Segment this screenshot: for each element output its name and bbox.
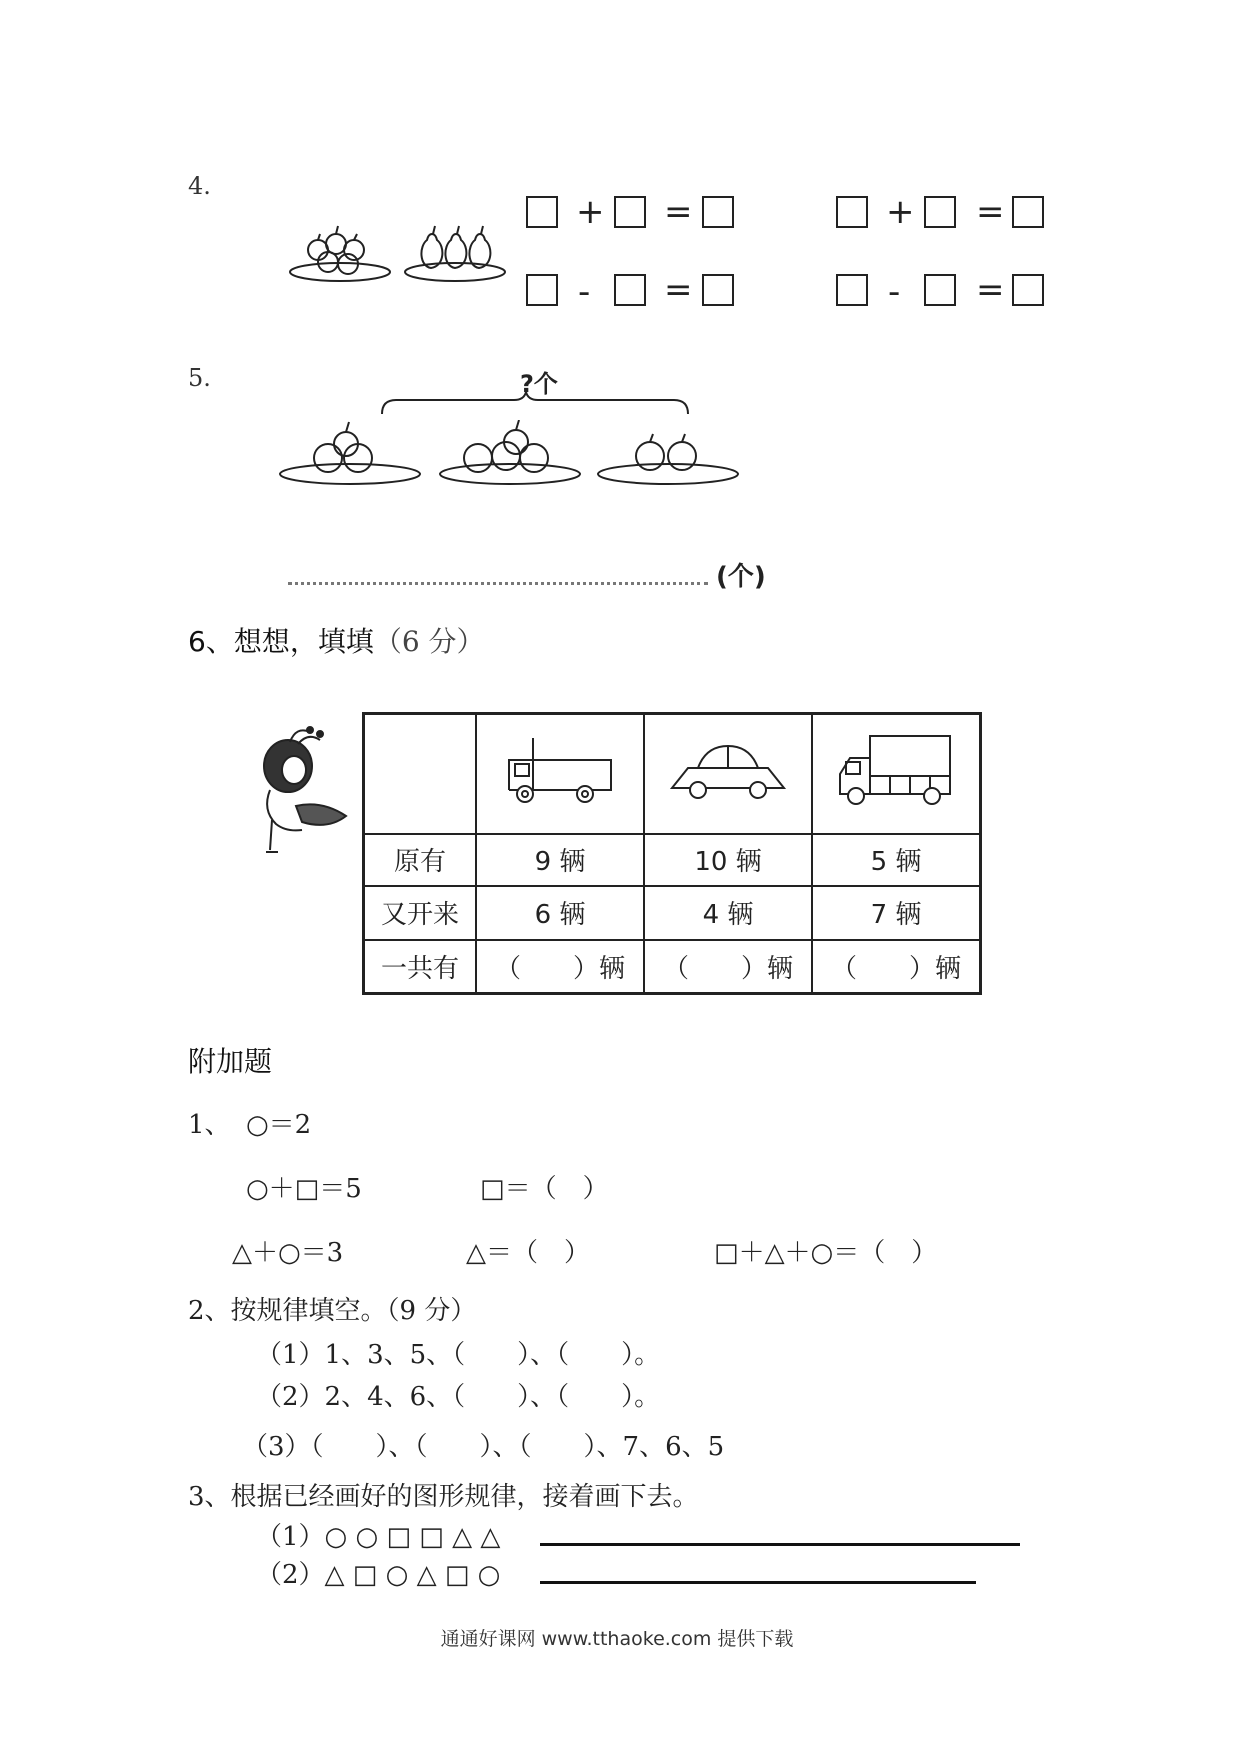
answer-box[interactable] — [614, 274, 646, 306]
answer-cell[interactable]: （ ）辆 — [476, 940, 644, 994]
extra-q3-item-2: （2）△ □ ○ △ □ ○ — [256, 1560, 501, 1590]
table-cell: 4 辆 — [644, 886, 812, 940]
table-row — [364, 886, 981, 940]
equals-sign: = — [976, 270, 1005, 310]
extra-q1-number: 1、 — [188, 1110, 231, 1140]
plus-sign: + — [886, 192, 915, 232]
plus-sign: + — [576, 192, 605, 232]
apple-plates-illustration — [278, 420, 748, 500]
apple-plate-icon — [280, 422, 420, 484]
extra-section-title: 附加题 — [188, 1045, 273, 1078]
van-truck-cell — [812, 714, 981, 834]
question-4-number: 4. — [188, 172, 211, 200]
question-6-title — [188, 620, 485, 660]
equals-sign: = — [976, 192, 1005, 232]
answer-box[interactable] — [1012, 196, 1044, 228]
table-row — [364, 834, 981, 886]
answer-box[interactable] — [836, 196, 868, 228]
table-cell: 6 辆 — [476, 886, 644, 940]
extra-q2-title: 2、按规律填空。（9 分） — [188, 1296, 477, 1326]
answer-box[interactable] — [924, 196, 956, 228]
answer-box[interactable] — [526, 274, 558, 306]
answer-box[interactable] — [1012, 274, 1044, 306]
table-row — [364, 714, 981, 834]
truck-cell — [476, 714, 644, 834]
answer-box[interactable] — [702, 196, 734, 228]
cartoon-character-icon — [250, 720, 360, 860]
truck-icon — [505, 730, 615, 810]
table-cell: 9 辆 — [476, 834, 644, 886]
extra-q3-item-1: （1）○ ○ □ □ △ △ — [256, 1522, 501, 1552]
fruit-plates-illustration — [288, 220, 518, 300]
table-cell: 10 辆 — [644, 834, 812, 886]
extra-q1-line1: ○＝2 — [246, 1110, 312, 1140]
table-corner-cell — [364, 714, 477, 834]
equals-sign: = — [664, 270, 693, 310]
extra-q1-line3b[interactable]: △＝（ ） — [466, 1238, 590, 1268]
answer-dotted-line[interactable] — [288, 580, 708, 585]
extra-q1-line3c[interactable]: □＋△＋○＝（ ） — [714, 1238, 938, 1268]
answer-box[interactable] — [614, 196, 646, 228]
minus-sign: - — [888, 272, 901, 312]
question-6-points: （6 分） — [373, 625, 485, 658]
extra-q1-line3a: △＋○＝3 — [232, 1238, 344, 1268]
table-cell: 5 辆 — [812, 834, 981, 886]
extra-q3-title: 3、根据已经画好的图形规律，接着画下去。 — [188, 1482, 699, 1512]
table-row — [364, 940, 981, 994]
question-6-title-text: 6、想想，填填 — [188, 625, 374, 658]
answer-box[interactable] — [836, 274, 868, 306]
pear-plate-icon — [405, 226, 505, 281]
answer-box[interactable] — [924, 274, 956, 306]
extra-q2-item-2[interactable]: （2）2、4、6、（ ）、（ ）。 — [256, 1382, 661, 1412]
row-label: 又开来 — [364, 886, 477, 940]
minus-sign: - — [578, 272, 591, 312]
box-truck-icon — [836, 728, 956, 812]
answer-cell[interactable]: （ ）辆 — [812, 940, 981, 994]
page-footer: 通通好课网 www.tthaoke.com 提供下载 — [440, 1628, 794, 1650]
apple-plate-icon — [290, 226, 390, 281]
vehicle-table — [362, 712, 982, 995]
extra-q2-item-1[interactable]: （1）1、3、5、（ ）、（ ）。 — [256, 1340, 661, 1370]
extra-q3-answer-line-2[interactable] — [540, 1581, 976, 1584]
car-cell — [644, 714, 812, 834]
row-label: 原有 — [364, 834, 477, 886]
unit-label: (个) — [716, 562, 766, 592]
apple-plate-icon — [598, 434, 738, 484]
answer-box[interactable] — [702, 274, 734, 306]
row-label: 一共有 — [364, 940, 477, 994]
table-cell: 7 辆 — [812, 886, 981, 940]
answer-cell[interactable]: （ ）辆 — [644, 940, 812, 994]
apple-plate-icon — [440, 420, 580, 484]
car-icon — [668, 730, 788, 810]
question-5-number: 5. — [188, 364, 211, 392]
brace-icon — [380, 392, 692, 418]
extra-q1-line2a: ○＋□＝5 — [246, 1174, 362, 1204]
extra-q3-answer-line-1[interactable] — [540, 1543, 1020, 1546]
question-mark-label: ?个 — [520, 370, 558, 398]
equals-sign: = — [664, 192, 693, 232]
extra-q1-line2b[interactable]: □＝（ ） — [480, 1174, 609, 1204]
answer-box[interactable] — [526, 196, 558, 228]
extra-q2-item-3[interactable]: （3）（ ）、（ ）、（ ）、7、6、5 — [242, 1432, 725, 1462]
